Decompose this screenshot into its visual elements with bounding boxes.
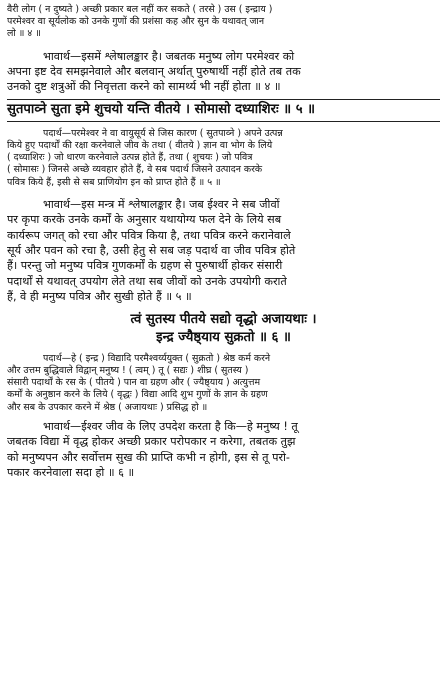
spacer <box>7 41 440 49</box>
mantra-6-line-2: इन्द्र ज्यैष्ठ्याय सुक्रतो ॥ ६ ॥ <box>156 329 291 345</box>
bhavarth-6: भावार्थ—ईश्वर जीव के लिए उपदेश करता है कि—हे मनुष्य ! तू जबतक विद्या में वृद्ध होकर अच्छी प्रकार परोपकार न करेगा, तबतक तुझ को मनुष्यपन और सर्वोत्तम सुख की प्राप्ति कभी न होगी, इस से तू परो- पकार करनेवाला सदा हो ॥ ६ ॥ <box>7 419 298 479</box>
mantra-5: सुतपाव्ने सुता इमे शुचयो यन्ति वीतये । सोमासो दध्याशिरः ॥ ५ ॥ <box>7 99 440 122</box>
bhavarth-5: भावार्थ—इस मन्त्र में श्लेषालङ्कार है। जब ईश्वर ने सब जीवों पर कृपा करके उनके कर्मों के अनुसार यथायोग्य फल देने के लिये सब कार्यरूप जगत् को रचा और पवित्र किया है, तथा पवित्र करने करानेवाले सूर्य और पवन को रचा है, उसी हेतु से सब जड़ पदार्थ वा जीव पवित्र होते हैं। परन्तु जो मनुष्य पवित्र गुणकर्मों के ग्रहण से पुरुषार्थी होकर संसारी पदार्थों से यथावत् उपयोग लेते तथा सब जीवों को उनके उपयोगी कराते हैं, वे ही मनुष्य पवित्र और सुखी होते हैं ॥ ५ ॥ <box>7 197 296 304</box>
mantra-6-line-1: त्वं सुतस्य पीतये सद्यो वृद्धो अजायथाः । <box>130 311 317 327</box>
bhavarth-4: भावार्थ—इसमें श्लेषालङ्कार है। जबतक मनुष्य लोग परमेश्वर को अपना इष्ट देव समझनेवाले और बलवान् अर्थात् पुरुषार्थी नहीं होते तब तक उनको दुष्ट शत्रुओं की निवृत्तता करने को सामर्थ्य भी नहीं होता ॥ ४ ॥ <box>7 49 301 94</box>
mantra-6 <box>7 311 440 347</box>
padarth-6: पदार्थ—हे ( इन्द्र ) विद्यादि परमैश्वर्य्ययुक्त ( सुक्रतो ) श्रेष्ठ कर्म करने और उत्तम बुद्धिवाले विद्वान् मनुष्य ! ( त्वम् ) तू ( सद्यः ) शीघ्र ( सुतस्य ) संसारी पदार्थों के रस के ( पीतये ) पान वा ग्रहण और ( ज्यैष्ठ्याय ) अत्युत्तम कर्मों के अनुष्ठान करने के लिये ( वृद्धः ) विद्या आदि शुभ गुणों के ज्ञान के ग्रहण और सब के उपकार करने में श्रेष्ठ ( अजायथाः ) प्रसिद्ध हो ॥ <box>7 352 271 413</box>
padarth-5: पदार्थ—परमेश्वर ने वा वायुसूर्य से जिस कारण ( सुतपाव्ने ) अपने उत्पन्न किये हुए पदार्थों की रक्षा करनेवाले जीव के तथा ( वीतये ) ज्ञान वा भोग के लिये ( दध्याशिरः ) जो धारण करनेवाले उत्पन्न होते हैं, तथा ( शुचयः ) जो पवित्र ( सोमासः ) जिनसे अच्छे व्यवहार होते हैं, वे सब पदार्थ जिसने उत्पादन करके पवित्र किये हैं, इसी से सब प्राणियोग इन को प्राप्त होते हैं ॥ ५ ॥ <box>7 127 283 188</box>
spacer <box>7 189 440 197</box>
padarth-4-tail: वैरी लोग ( न दुष्यते ) अच्छी प्रकार बल नहीं कर सकते ( तरसे ) उस ( इन्द्राय ) परमेश्वर वा सूर्यलोक को उनके गुणों की प्रशंसा कह और सुन के यथावत् जान लो ॥ ४ ॥ <box>7 4 273 40</box>
